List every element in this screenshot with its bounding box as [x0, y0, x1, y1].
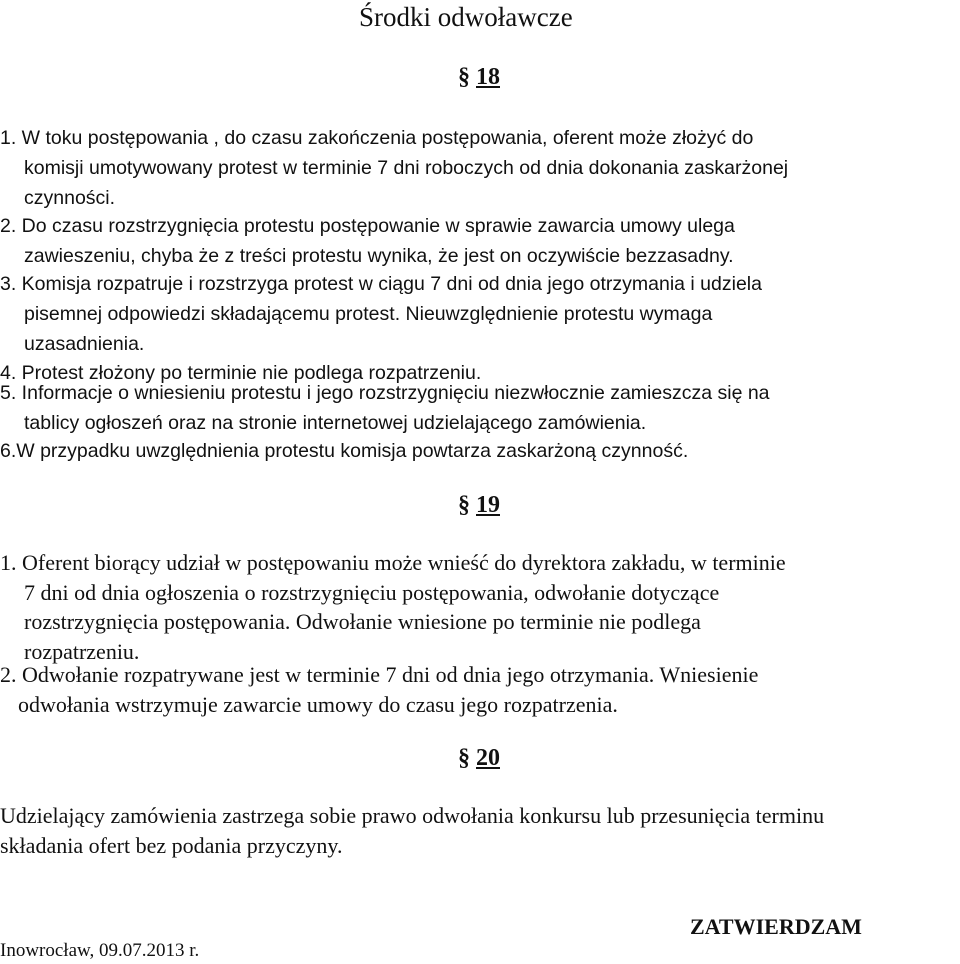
item-line: czynności.	[24, 186, 116, 209]
item-line: rozstrzygnięcia postępowania. Odwołanie wniesione po terminie nie podlega	[24, 609, 701, 635]
section-18-heading	[458, 64, 500, 91]
section-symbol: §	[458, 492, 470, 518]
item-line: 5. Informacje o wniesieniu protestu i jego rozstrzygnięciu niezwłocznie zamieszcza się na	[0, 382, 770, 404]
section-symbol: §	[458, 64, 470, 90]
list-item	[0, 801, 960, 860]
item-line: uzasadnienia.	[24, 332, 145, 355]
list-item	[0, 379, 958, 439]
list-item	[0, 548, 958, 666]
item-line: zawieszeniu, chyba że z treści protestu wynika, że jest on oczywiście bezzasadny.	[24, 244, 734, 267]
place-date: Inowrocław, 09.07.2013 r.	[0, 940, 200, 961]
item-line: 7 dni od dnia ogłoszenia o rozstrzygnięciu postępowania, odwołanie dotyczące	[24, 579, 720, 605]
item-line: 2. Do czasu rozstrzygnięcia protestu postępowanie w sprawie zawarcia umowy ulega	[0, 215, 735, 237]
item-line: 4. Protest złożony po terminie nie podlega rozpatrzeniu.	[0, 362, 482, 384]
list-item	[0, 124, 958, 213]
document-title: Środki odwoławcze	[359, 2, 573, 32]
item-line: 6.W przypadku uwzględnienia protestu komisja powtarza zaskarżoną czynność.	[0, 440, 689, 462]
section-20-heading	[458, 745, 500, 772]
item-line: rozpatrzeniu.	[24, 638, 140, 664]
item-line: 3. Komisja rozpatruje i rozstrzyga protest w ciągu 7 dni od dnia jego otrzymania i udziela	[0, 273, 762, 295]
section-number: 19	[476, 492, 500, 518]
approval-label: ZATWIERDZAM	[690, 914, 862, 939]
list-item	[0, 270, 958, 359]
item-line: 1. W toku postępowania , do czasu zakończenia postępowania, oferent może złożyć do	[0, 127, 754, 149]
item-line: 2. Odwołanie rozpatrywane jest w terminie 7 dni od dnia jego otrzymania. Wniesienie	[0, 662, 759, 687]
section-19-heading	[458, 492, 500, 519]
item-line: 1. Oferent biorący udział w postępowaniu może wnieść do dyrektora zakładu, w terminie	[0, 550, 786, 575]
list-item	[0, 212, 958, 272]
item-line: składania ofert bez podania przyczyny.	[0, 832, 343, 858]
list-item	[0, 437, 958, 467]
item-line: komisji umotywowany protest w terminie 7 dni roboczych od dnia dokonania zaskarżonej	[24, 156, 789, 179]
item-line: pisemnej odpowiedzi składającemu protest. Nieuwzględnienie protestu wymaga	[24, 302, 713, 325]
list-item	[0, 660, 958, 719]
section-number: 18	[476, 64, 500, 90]
section-symbol: §	[458, 745, 470, 771]
section-number: 20	[476, 745, 500, 771]
item-line: odwołania wstrzymuje zawarcie umowy do czasu jego rozpatrzenia.	[18, 691, 618, 717]
item-line: tablicy ogłoszeń oraz na stronie internetowej udzielającego zamówienia.	[24, 411, 647, 434]
item-line: Udzielający zamówienia zastrzega sobie prawo odwołania konkursu lub przesunięcia terminu	[0, 803, 825, 828]
